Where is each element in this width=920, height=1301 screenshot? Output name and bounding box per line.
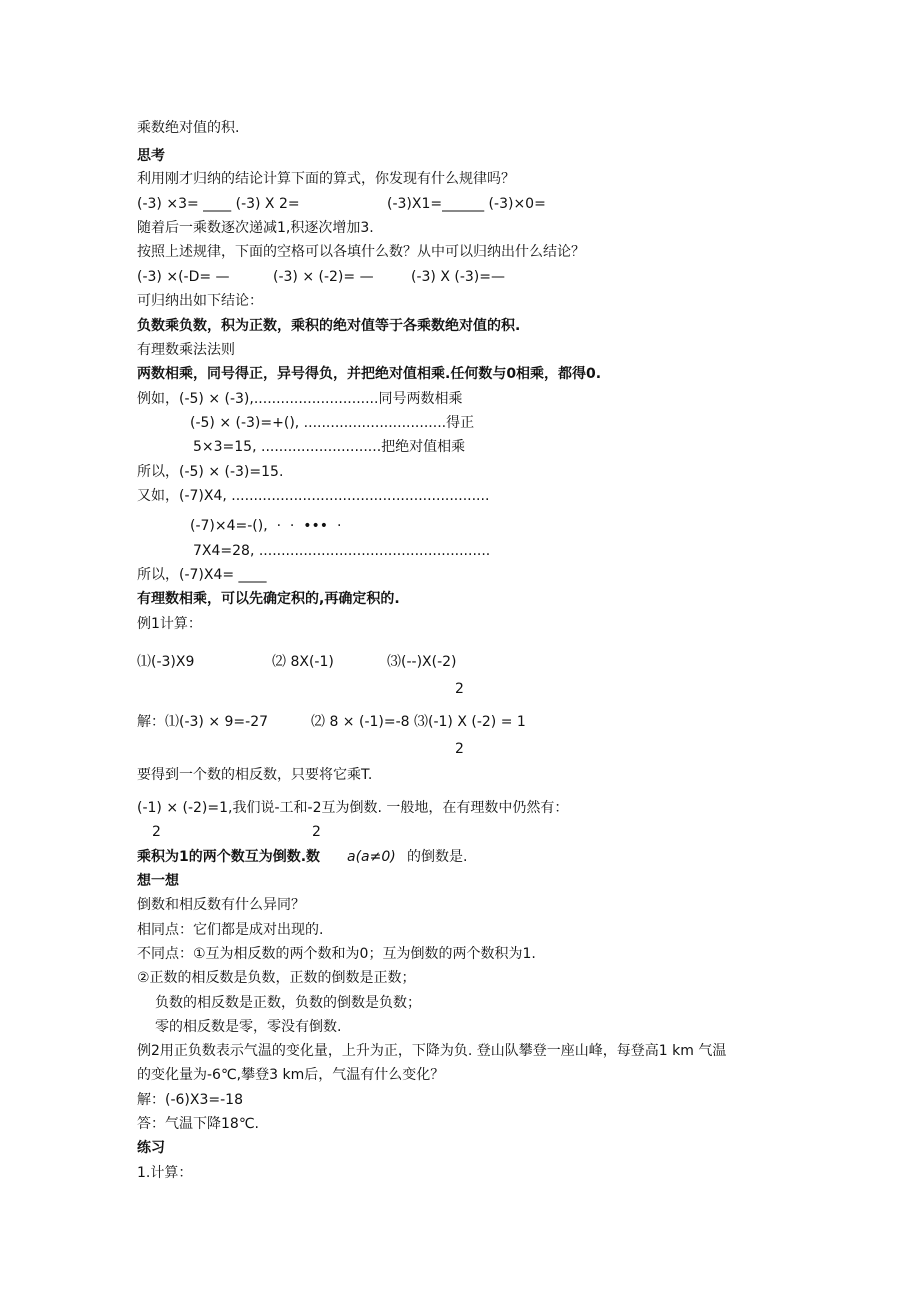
compare-point-3: 负数的相反数是正数，负数的倒数是负数； — [155, 995, 421, 1011]
rule-bold: 两数相乘，同号得正，异号得负，并把绝对值相乘.任何数与0相乘，都得0. — [137, 366, 602, 382]
text-line-5: 随着后一乘数逐次递减1,积逐次增加3. — [137, 220, 374, 236]
text-line-3: 利用刚才归纳的结论计算下面的算式，你发现有什么规律吗？ — [137, 171, 515, 187]
example2-line-1: 例2用正负数表示气温的变化量，上升为正，下降为负. 登山队攀登一座山峰，每登高1 km 气温 — [137, 1043, 727, 1059]
solution-1: 解：⑴(-3) × 9=-27 — [137, 714, 269, 730]
example-line-5: 又如，(-7)X4, .......................................................... — [137, 488, 490, 504]
conclusion-bold: 负数乘负数，积为正数，乘积的绝对值等于各乘数绝对值的积. — [137, 318, 521, 334]
reciprocal-suffix: 的倒数是. — [407, 849, 468, 865]
example-line-4: 所以，(-5) × (-3)=15. — [137, 464, 284, 480]
text-line-8: 可归纳出如下结论： — [137, 293, 263, 309]
example-line-8: 所以，(-7)X4= ____ — [137, 567, 267, 583]
example2-answer: 答：气温下降18℃. — [137, 1116, 259, 1132]
compare-point-4: 零的相反数是零，零没有倒数. — [155, 1019, 342, 1035]
example-line-2: (-5) × (-3)=+(), ................................得正 — [190, 415, 475, 431]
reciprocal-variable: a(a≠0) — [347, 849, 396, 865]
reciprocal-line: (-1) × (-2)=1,我们说-工和-2互为倒数. 一般地，在有理数中仍然有： — [137, 800, 569, 816]
heading-rule: 有理数乘法法则 — [137, 342, 235, 358]
solution-denominator: 2 — [455, 741, 464, 757]
formula-1: (-3) ×3= ____ (-3) X 2= — [137, 196, 300, 212]
heading-think: 思考 — [137, 148, 165, 164]
example-line-7: 7X4=28, .................................................... — [193, 543, 491, 559]
heading-practice: 练习 — [137, 1140, 165, 1156]
example-line-6: (-7)×4=-(), · · ••• · — [190, 518, 342, 534]
example1-q2: ⑵ 8X(-1) — [272, 654, 334, 670]
example1-q3: ⑶(--)X(-2) — [387, 654, 457, 670]
solution-2: ⑵ 8 × (-1)=-8 ⑶(-1) X (-2) = 1 — [311, 714, 526, 730]
formula-5: (-3) X (-3)=— — [411, 269, 505, 285]
example1-q1: ⑴(-3)X9 — [137, 654, 195, 670]
compare-same: 相同点：它们都是成对出现的. — [137, 922, 324, 938]
text-line-1: 乘数绝对值的积. — [137, 120, 240, 136]
compare-diff: 不同点：①互为相反数的两个数和为0；互为倒数的两个数积为1. — [137, 946, 536, 962]
example1-title: 例1计算： — [137, 616, 202, 632]
formula-3: (-3) ×(-D= — — [137, 269, 230, 285]
example2-solution: 解：(-6)X3=-18 — [137, 1092, 243, 1108]
reciprocal-definition: 乘积为1的两个数互为倒数.数 — [137, 849, 321, 865]
practice-item-1: 1.计算： — [137, 1165, 193, 1181]
heading-consider: 想一想 — [137, 873, 179, 889]
formula-2: (-3)X1=______ (-3)×0= — [387, 196, 546, 212]
example-line-1: 例如，(-5) × (-3),............................同号两数相乘 — [137, 391, 463, 407]
example1-denominator: 2 — [455, 681, 464, 697]
opposite-line: 要得到一个数的相反数，只要将它乘T. — [137, 767, 373, 783]
determine-bold: 有理数相乘，可以先确定积的,再确定积的. — [137, 591, 400, 607]
example2-line-2: 的变化量为-6℃,攀登3 km后，气温有什么变化？ — [137, 1067, 445, 1083]
text-line-6: 按照上述规律，下面的空格可以各填什么数？从中可以归纳出什么结论？ — [137, 244, 585, 260]
formula-4: (-3) × (-2)= — — [273, 269, 374, 285]
compare-point-2: ②正数的相反数是负数，正数的倒数是正数； — [137, 970, 416, 986]
compare-question: 倒数和相反数有什么异同？ — [137, 897, 305, 913]
reciprocal-denominator-1: 2 — [152, 824, 161, 840]
example-line-3: 5×3=15, ...........................把绝对值相乘 — [193, 439, 466, 455]
reciprocal-denominator-2: 2 — [312, 824, 321, 840]
